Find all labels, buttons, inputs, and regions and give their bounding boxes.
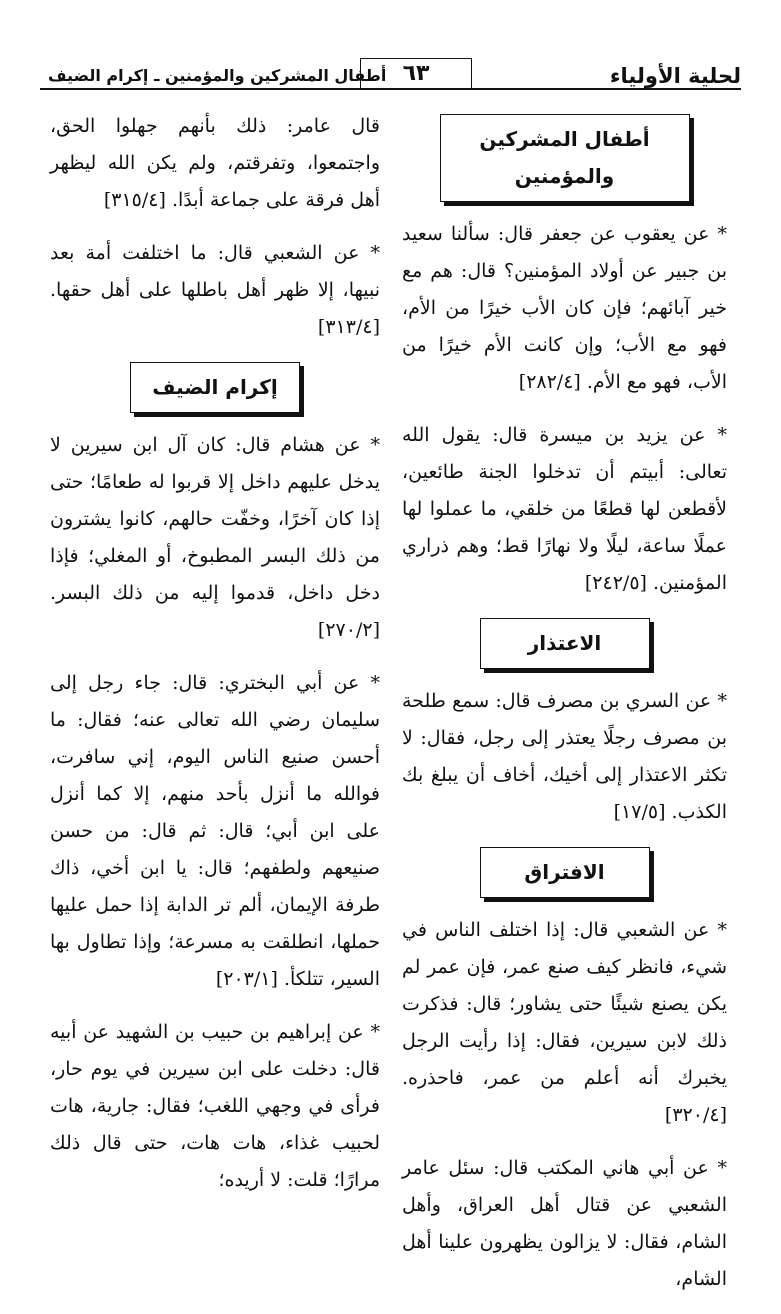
section-title-hospitality: إكرام الضيف: [130, 362, 300, 413]
paragraph: * عن الشعبي قال: إذا اختلف الناس في شيء، فانظر كيف صنع عمر، فإن عمر لم يكن يصنع شيئًا حتى يشاور؛ قال: فذكرت ذلك لابن سيرين، فقال: إذا رأيت الرجل يخبرك أنه أعلم من عمر، فاحذره. [٣٢٠/٤]: [402, 919, 727, 1126]
section-title-division: الافتراق: [480, 847, 650, 898]
paragraph: * عن هشام قال: كان آل ابن سيرين لا يدخل عليهم داخل إلا قربوا له طعامًا؛ حتى إذا كان آخرًا، وخفّت حالهم، كانوا يشترون من ذلك البسر المطبوخ، أو المغلي؛ فإذا دخل داخل، قدموا إليه من ذلك البسر. [٢٧٠/٢]: [50, 434, 380, 641]
section-title-children: أطفال المشركين والمؤمنين: [440, 114, 690, 202]
right-column: [402, 108, 727, 1314]
section-title-apology: الاعتذار: [480, 618, 650, 669]
page-header: [40, 58, 741, 98]
paragraph: * عن يعقوب عن جعفر قال: سألنا سعيد بن جبير عن أولاد المؤمنين؟ قال: هم مع خير آبائهم؛ فإن كان الأب خيرًا من الأم، فهو مع الأب؛ وإن كانت الأم خيرًا من الأب، فهو مع الأم. [٢٨٢/٤]: [402, 223, 727, 393]
paragraph: * عن السري بن مصرف قال: سمع طلحة بن مصرف رجلًا يعتذر إلى رجل، فقال: لا تكثر الاعتذار إلى أخيك، أخاف أن يبلغ بك الكذب. [١٧/٥]: [402, 690, 727, 823]
chapter-title: أطفال المشركين والمؤمنين ـ إكرام الضيف: [48, 66, 387, 85]
paragraph: * عن إبراهيم بن حبيب بن الشهيد عن أبيه قال: دخلت على ابن سيرين في يوم حار، فرأى في وجهي اللغب؛ فقال: جارية، هات لحبيب غذاء، هات هات، حتى قال ذلك مرارًا؛ قلت: لا أريده؛: [50, 1021, 380, 1191]
book-title: لحلية الأولياء: [609, 64, 741, 88]
paragraph: * عن أبي البختري: قال: جاء رجل إلى سليمان رضي الله تعالى عنه؛ فقال: ما أحسن صنيع الناس اليوم، إني سافرت، فوالله ما أنزل بأحد منهم، إلا كما أنزل على ابن أبي؛ قال: ثم قال: من حسن صنيعهم ولطفهم؛ قال: يا ابن أخي، ذاك طرفة الإيمان، ألم تر الدابة إذا حمل عليها حملها، انطلقت به مسرعة؛ وإذا تطاول بها السير، تتلكأ. [٢٠٣/١]: [50, 672, 380, 990]
left-column: [50, 108, 380, 1215]
paragraph: * عن الشعبي قال: ما اختلفت أمة بعد نبيها، إلا ظهر أهل باطلها على أهل حقها. [٣١٣/٤]: [50, 242, 380, 338]
page-number: ٦٣: [360, 58, 472, 89]
header-rule: [40, 88, 741, 90]
paragraph: قال عامر: ذلك بأنهم جهلوا الحق، واجتمعوا، وتفرقتم، ولم يكن الله ليظهر أهل فرقة على جماعة أبدًا. [٣١٥/٤]: [50, 115, 380, 211]
paragraph: * عن أبي هاني المكتب قال: سئل عامر الشعبي عن قتال أهل العراق، وأهل الشام، فقال: لا يزالون يظهرون علينا أهل الشام،: [402, 1157, 727, 1290]
paragraph: * عن يزيد بن ميسرة قال: يقول الله تعالى: أبيتم أن تدخلوا الجنة طائعين، لأقطعن لها قطعًا من خلقي، ما عملوا لها عملًا ساعة، ليلًا ولا نهارًا قط؛ وهم ذراري المؤمنين. [٢٤٢/٥]: [402, 424, 727, 594]
